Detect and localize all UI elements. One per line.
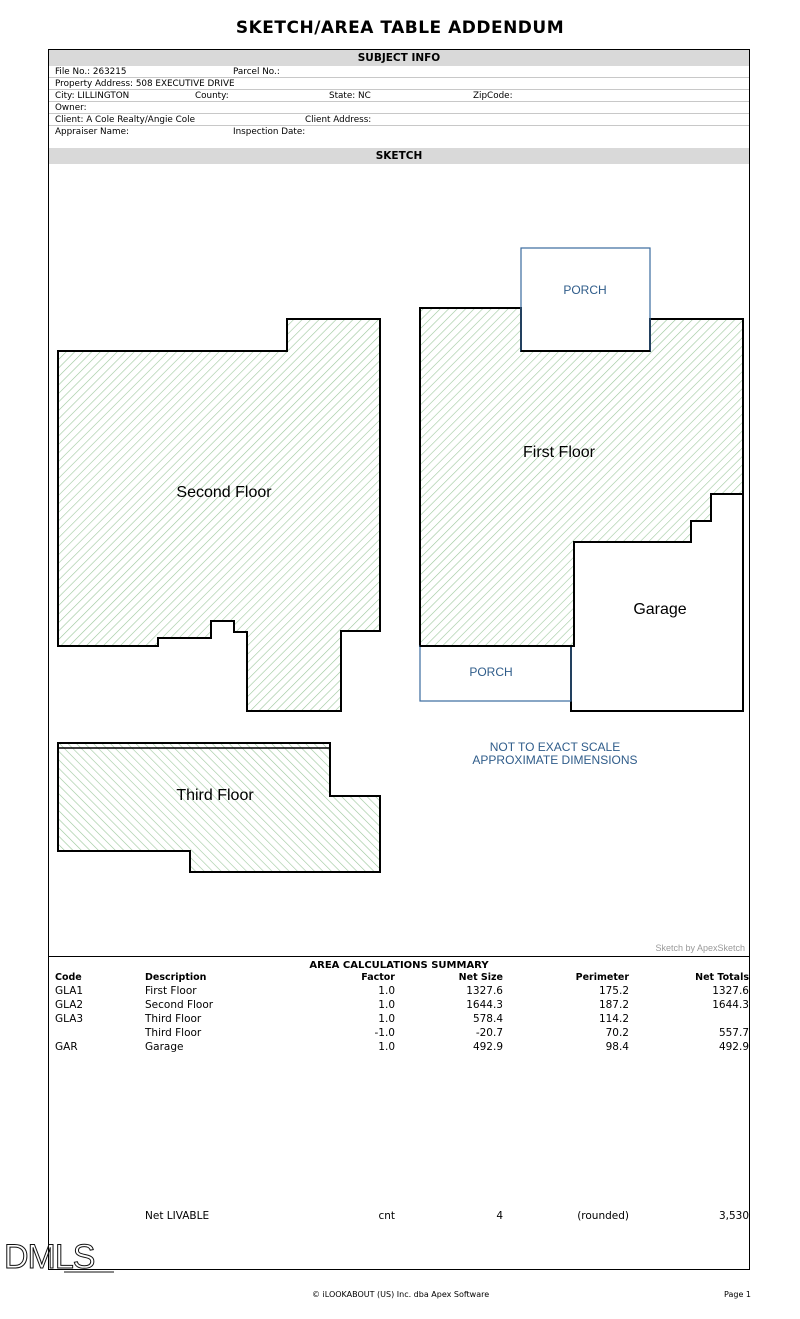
- third-floor-label: Third Floor: [176, 787, 254, 804]
- dmls-watermark-logo: [4, 1236, 114, 1276]
- addendum-frame: [48, 49, 750, 1270]
- table-cell-factor: 1.0: [378, 999, 395, 1011]
- table-cell-net-totals: 1327.6: [712, 985, 749, 997]
- table-cell-perimeter: 98.4: [605, 1041, 629, 1053]
- column-header-net-totals: Net Totals: [695, 972, 749, 983]
- third-floor-outline: [58, 743, 380, 872]
- footer-copyright: © iLOOKABOUT (US) Inc. dba Apex Software: [312, 1290, 490, 1299]
- table-cell-code: GLA3: [55, 1013, 84, 1025]
- floor-plan-sketch: [49, 165, 749, 957]
- footer-page: Page 1: [724, 1290, 751, 1299]
- table-cell-net-totals: 1644.3: [712, 999, 749, 1011]
- column-header-code: Code: [55, 972, 82, 983]
- table-cell-factor: -1.0: [374, 1027, 395, 1039]
- table-cell-net-size: 578.4: [472, 1013, 503, 1025]
- client-address: Client Address:: [305, 115, 372, 125]
- svg-text:DMLS: DMLS: [4, 1238, 95, 1276]
- table-cell-net-size: 1644.3: [466, 999, 503, 1011]
- info-row-city: [49, 90, 749, 102]
- porch-top-label: PORCH: [563, 283, 607, 297]
- table-cell-net-size: 492.9: [472, 1041, 503, 1053]
- column-header-factor: Factor: [361, 972, 395, 983]
- table-cell-code: GLA1: [55, 985, 84, 997]
- scale-note-line2: APPROXIMATE DIMENSIONS: [472, 753, 638, 767]
- column-header-description: Description: [145, 972, 207, 983]
- info-row-address: [49, 78, 749, 90]
- city: City: LILLINGTON: [55, 91, 130, 101]
- net-livable-net-size: 4: [496, 1210, 503, 1222]
- area-calc-header: AREA CALCULATIONS SUMMARY: [309, 960, 489, 971]
- table-cell-code: GLA2: [55, 999, 84, 1011]
- table-cell-description: Second Floor: [145, 999, 214, 1011]
- net-livable-description: Net LIVABLE: [145, 1210, 210, 1222]
- table-cell-perimeter: 70.2: [605, 1027, 629, 1039]
- porch-top-outline: [521, 248, 650, 351]
- table-cell-net-totals: 557.7: [718, 1027, 749, 1039]
- table-cell-description: Third Floor: [145, 1013, 202, 1025]
- second-floor-outline: [58, 319, 380, 711]
- column-header-net-size: Net Size: [458, 972, 503, 983]
- subject-info-header: SUBJECT INFO: [49, 50, 749, 66]
- table-cell-code: GAR: [55, 1041, 78, 1053]
- table-cell-perimeter: 114.2: [598, 1013, 629, 1025]
- second-floor-label: Second Floor: [176, 484, 272, 501]
- info-row-file: [49, 66, 749, 78]
- appraiser-name: Appraiser Name:: [55, 127, 129, 137]
- state: State: NC: [329, 91, 371, 101]
- parcel-no: Parcel No.:: [233, 67, 280, 77]
- page-title: SKETCH/AREA TABLE ADDENDUM: [235, 18, 565, 38]
- net-livable-perimeter: (rounded): [577, 1210, 629, 1222]
- first-floor-label: First Floor: [523, 444, 595, 461]
- table-cell-net-totals: 492.9: [718, 1041, 749, 1053]
- county: County:: [195, 91, 229, 101]
- file-no: File No.: 263215: [55, 67, 127, 77]
- property-address: Property Address: 508 EXECUTIVE DRIVE: [55, 79, 235, 89]
- garage-label: Garage: [633, 601, 687, 618]
- scale-note-line1: NOT TO EXACT SCALE: [489, 740, 621, 754]
- table-cell-perimeter: 187.2: [598, 999, 629, 1011]
- column-header-perimeter: Perimeter: [575, 972, 629, 983]
- net-livable-net-totals: 3,530: [718, 1210, 749, 1222]
- table-cell-description: Third Floor: [145, 1027, 202, 1039]
- client: Client: A Cole Realty/Angie Cole: [55, 115, 196, 125]
- inspection-date: Inspection Date:: [233, 127, 306, 137]
- table-cell-factor: 1.0: [378, 1041, 395, 1053]
- sketch-credit: Sketch by ApexSketch: [655, 943, 745, 953]
- owner: Owner:: [55, 103, 87, 113]
- table-cell-description: First Floor: [145, 985, 197, 997]
- table-cell-net-size: -20.7: [475, 1027, 503, 1039]
- zipcode: ZipCode:: [473, 91, 513, 101]
- sketch-header: SKETCH: [49, 148, 749, 164]
- table-cell-net-size: 1327.6: [466, 985, 503, 997]
- info-row-client: [49, 114, 749, 126]
- table-cell-perimeter: 175.2: [598, 985, 629, 997]
- net-livable-factor: cnt: [378, 1210, 395, 1222]
- info-row-appraiser: [49, 126, 749, 138]
- table-cell-factor: 1.0: [378, 1013, 395, 1025]
- table-cell-description: Garage: [145, 1041, 184, 1053]
- porch-bottom-label: PORCH: [469, 665, 513, 679]
- table-cell-factor: 1.0: [378, 985, 395, 997]
- info-row-owner: [49, 102, 749, 114]
